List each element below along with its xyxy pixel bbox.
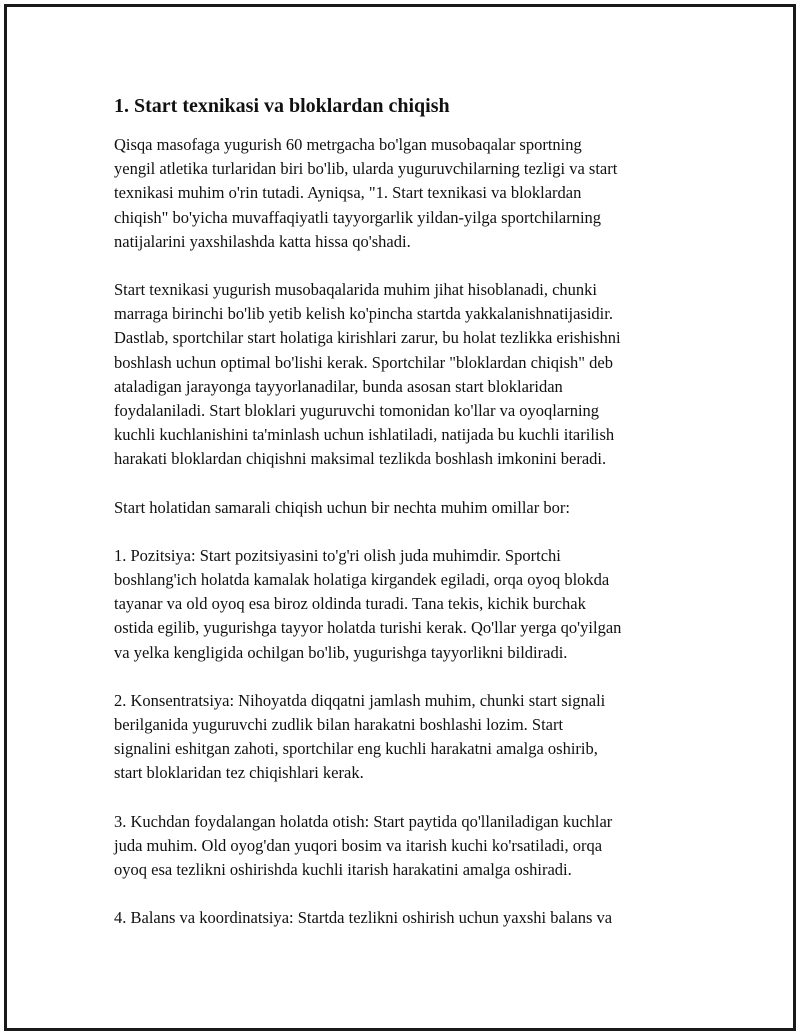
paragraph-line: start bloklaridan tez chiqishlari kerak. [114, 763, 364, 783]
paragraph-line: Qisqa masofaga yugurish 60 metrgacha bo'lgan musobaqalar sportning [114, 135, 582, 154]
paragraph-line: chiqish" bo'yicha muvaffaqiyatli tayyorgarlik yildan-yilga sportchilarning [114, 207, 602, 227]
paragraph-line: natijalarini yaxshilashda katta hissa qo'shadi. [114, 231, 411, 251]
paragraph-line: Dastlab, sportchilar start holatiga kirishlari zarur, bu holat tezlikka erishishni [114, 328, 621, 348]
paragraph [114, 689, 694, 786]
paragraph-line: tayanar va old oyoq esa biroz oldinda turadi. Tana tekis, kichik burchak [114, 594, 586, 614]
document-body [114, 93, 694, 954]
paragraph-line: boshlang'ich holatda kamalak holatiga kirgandek egiladi, orqa oyoq blokda [114, 570, 610, 590]
section-title: 1. Start texnikasi va bloklardan chiqish [114, 95, 450, 117]
paragraph-line: Start holatidan samarali chiqish uchun bir nechta muhim omillar bor: [114, 497, 570, 517]
paragraph-line: yengil atletika turlaridan biri bo'lib, ularda yuguruvchilarning tezligi va start [114, 159, 618, 179]
paragraph [114, 906, 694, 930]
paragraph-line: foydalaniladi. Start bloklari yuguruvchi tomonidan ko'llar va oyoqlarning [114, 401, 600, 421]
paragraph-line: va yelka kengligida ochilgan bo'lib, yugurishga tayyorlikni bildiradi. [114, 642, 568, 662]
paragraph-line: 4. Balans va koordinatsiya: Startda tezlikni oshirish uchun yaxshi balans va [114, 908, 613, 928]
paragraph-line: 2. Konsentratsiya: Nihoyatda diqqatni jamlash muhim, chunki start signali [114, 690, 606, 710]
paragraph-line: Start texnikasi yugurish musobaqalarida muhim jihat hisoblanadi, chunki [114, 280, 598, 300]
paragraph-line: texnikasi muhim o'rin tutadi. Ayniqsa, "1. Start texnikasi va bloklardan [114, 183, 582, 203]
paragraph [114, 278, 694, 472]
paragraph [114, 544, 694, 665]
paragraph-list [114, 133, 694, 930]
paragraph-line: berilganida yuguruvchi zudlik bilan harakatni boshlashi lozim. Start [114, 715, 564, 735]
paragraph-line: kuchli kuchlanishini ta'minlash uchun ishlatiladi, natijada bu kuchli itarilish [114, 425, 615, 445]
paragraph-line: juda muhim. Old oyog'dan yuqori bosim va itarish kuchi ko'rsatiladi, orqa [114, 835, 603, 855]
paragraph [114, 133, 694, 254]
paragraph-line: signalini eshitgan zahoti, sportchilar eng kuchli harakatni amalga oshirib, [114, 739, 598, 759]
paragraph [114, 810, 694, 883]
paragraph [114, 496, 694, 520]
paragraph-line: boshlash uchun optimal bo'lishi kerak. Sportchilar "bloklardan chiqish" deb [114, 352, 613, 372]
paragraph-line: ostida egilib, yugurishga tayyor holatda turishi kerak. Qo'llar yerga qo'yilgan [114, 618, 622, 638]
paragraph-line: oyoq esa tezlikni oshirishda kuchli itarish harakatini amalga oshiradi. [114, 860, 572, 880]
paragraph-line: harakati bloklardan chiqishni maksimal tezlikda boshlash imkonini beradi. [114, 449, 607, 469]
paragraph-line: ataladigan jarayonga tayyorlanadilar, bunda asosan start bloklaridan [114, 376, 563, 396]
paragraph-line: 3. Kuchdan foydalangan holatda otish: Start paytida qo'llaniladigan kuchlar [114, 811, 613, 831]
paragraph-line: 1. Pozitsiya: Start pozitsiyasini to'g'ri olish juda muhimdir. Sportchi [114, 545, 561, 565]
paragraph-line: marraga birinchi bo'lib yetib kelish ko'pincha startda yakkalanishnatijasidir. [114, 304, 613, 324]
